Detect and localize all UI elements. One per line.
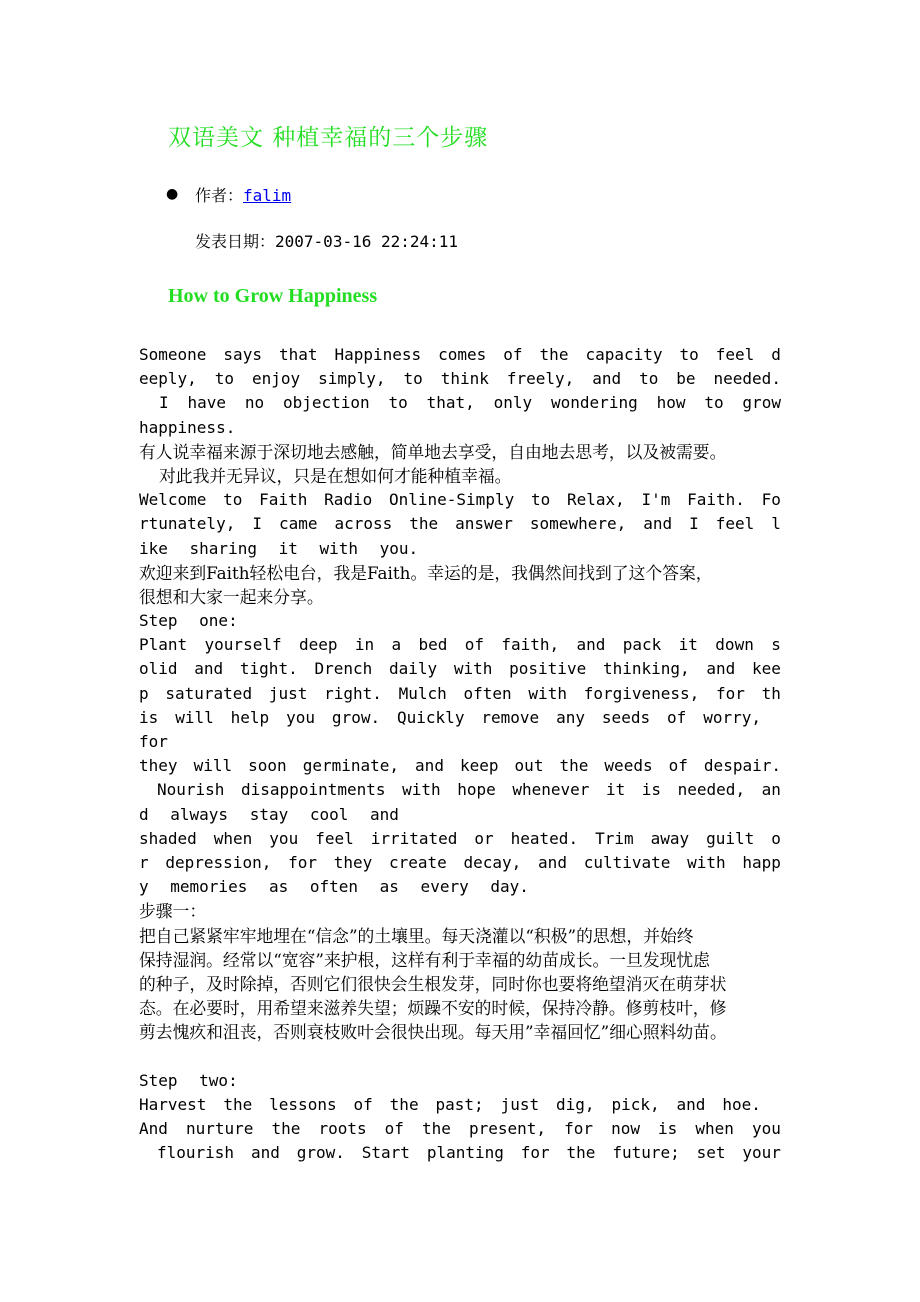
step-one-cn-label: 步骤一： (139, 901, 207, 922)
blank-line (139, 1044, 781, 1068)
text-line: Nourish disappointments with hope whenever it is needed, an (157, 780, 781, 800)
article-heading: How to Grow Happiness (168, 285, 378, 307)
text-line: shaded when you feel irritated or heated. Trim away guilt o (139, 828, 781, 848)
text-line-cn: 态。在必要时，用希望来滋养失望；烦躁不安的时候，保持冷静。修剪枝叶，修 (139, 998, 727, 1019)
text-line: d always stay cool and (139, 804, 399, 824)
text-line-cn: 保持湿润。经常以“宽容”来护根，这样有利于幸福的幼苗成长。一旦发现忧虑 (139, 949, 710, 970)
text-line: Harvest the lessons of the past; just dig, pick, and hoe. (139, 1094, 761, 1114)
date-label: 发表日期： (195, 232, 276, 251)
text-line-cn: 剪去愧疚和沮丧，否则衰枝败叶会很快出现。每天用”幸福回忆”细心照料幼苗。 (139, 1022, 727, 1043)
text-line-cn: 有人说幸福来源于深切地去感触，简单地去享受，自由地去思考，以及被需要。 (139, 441, 727, 462)
author-label: 作者： (195, 186, 244, 205)
text-line: olid and tight. Drench daily with positive thinking, and kee (139, 659, 781, 679)
text-line-cn: 很想和大家一起来分享。 (139, 586, 324, 607)
article-body (139, 343, 781, 1165)
text-line: ike sharing it with you. (139, 538, 419, 558)
text-line-cn: 欢迎来到Faith轻松电台，我是Faith。幸运的是，我偶然间找到了这个答案， (139, 562, 713, 583)
step-two-label: Step two: (139, 1070, 238, 1090)
text-line-cn: 把自己紧紧牢牢地埋在“信念”的土壤里。每天浇灌以“积极”的思想，并始终 (139, 925, 694, 946)
text-line: is will help you grow. Quickly remove any seeds of worry, (139, 707, 761, 727)
article-title: 双语美文 种植幸福的三个步骤 (168, 125, 489, 151)
text-line: for (139, 732, 168, 751)
text-line: happiness. (139, 417, 236, 437)
text-line: flourish and grow. Start planting for the future; set your (157, 1143, 781, 1163)
bullet-icon: ● (166, 186, 179, 202)
text-line: y memories as often as every day. (139, 877, 529, 897)
text-line: I have no objection to that, only wondering how to grow (159, 393, 781, 413)
author-link[interactable]: falim (243, 186, 292, 205)
text-line: they will soon germinate, and keep out the weeds of despair. (139, 756, 781, 776)
text-line: And nurture the roots of the present, for now is when you (139, 1119, 781, 1138)
text-line: Someone says that Happiness comes of the capacity to feel d (139, 345, 781, 364)
step-one-label: Step one: (139, 611, 238, 631)
text-line: rtunately, I came across the answer somewhere, and I feel l (139, 514, 781, 534)
text-line-cn: 的种子，及时除掉，否则它们很快会生根发芽，同时你也要将绝望消灭在萌芽状 (139, 973, 727, 994)
text-line: eeply, to enjoy simply, to think freely, and to be needed. (139, 369, 781, 389)
text-line: Plant yourself deep in a bed of faith, and pack it down s (139, 635, 781, 655)
author-line (195, 183, 291, 206)
text-line: r depression, for they create decay, and cultivate with happ (139, 852, 781, 872)
text-line: Welcome to Faith Radio Online-Simply to Relax, I'm Faith. Fo (139, 490, 781, 510)
text-line: p saturated just right. Mulch often with forgiveness, for th (139, 683, 781, 703)
text-line-cn: 对此我并无异议，只是在想如何才能种植幸福。 (159, 465, 512, 486)
publish-date-line (195, 229, 458, 252)
date-value: 2007-03-16 22:24:11 (275, 232, 459, 251)
